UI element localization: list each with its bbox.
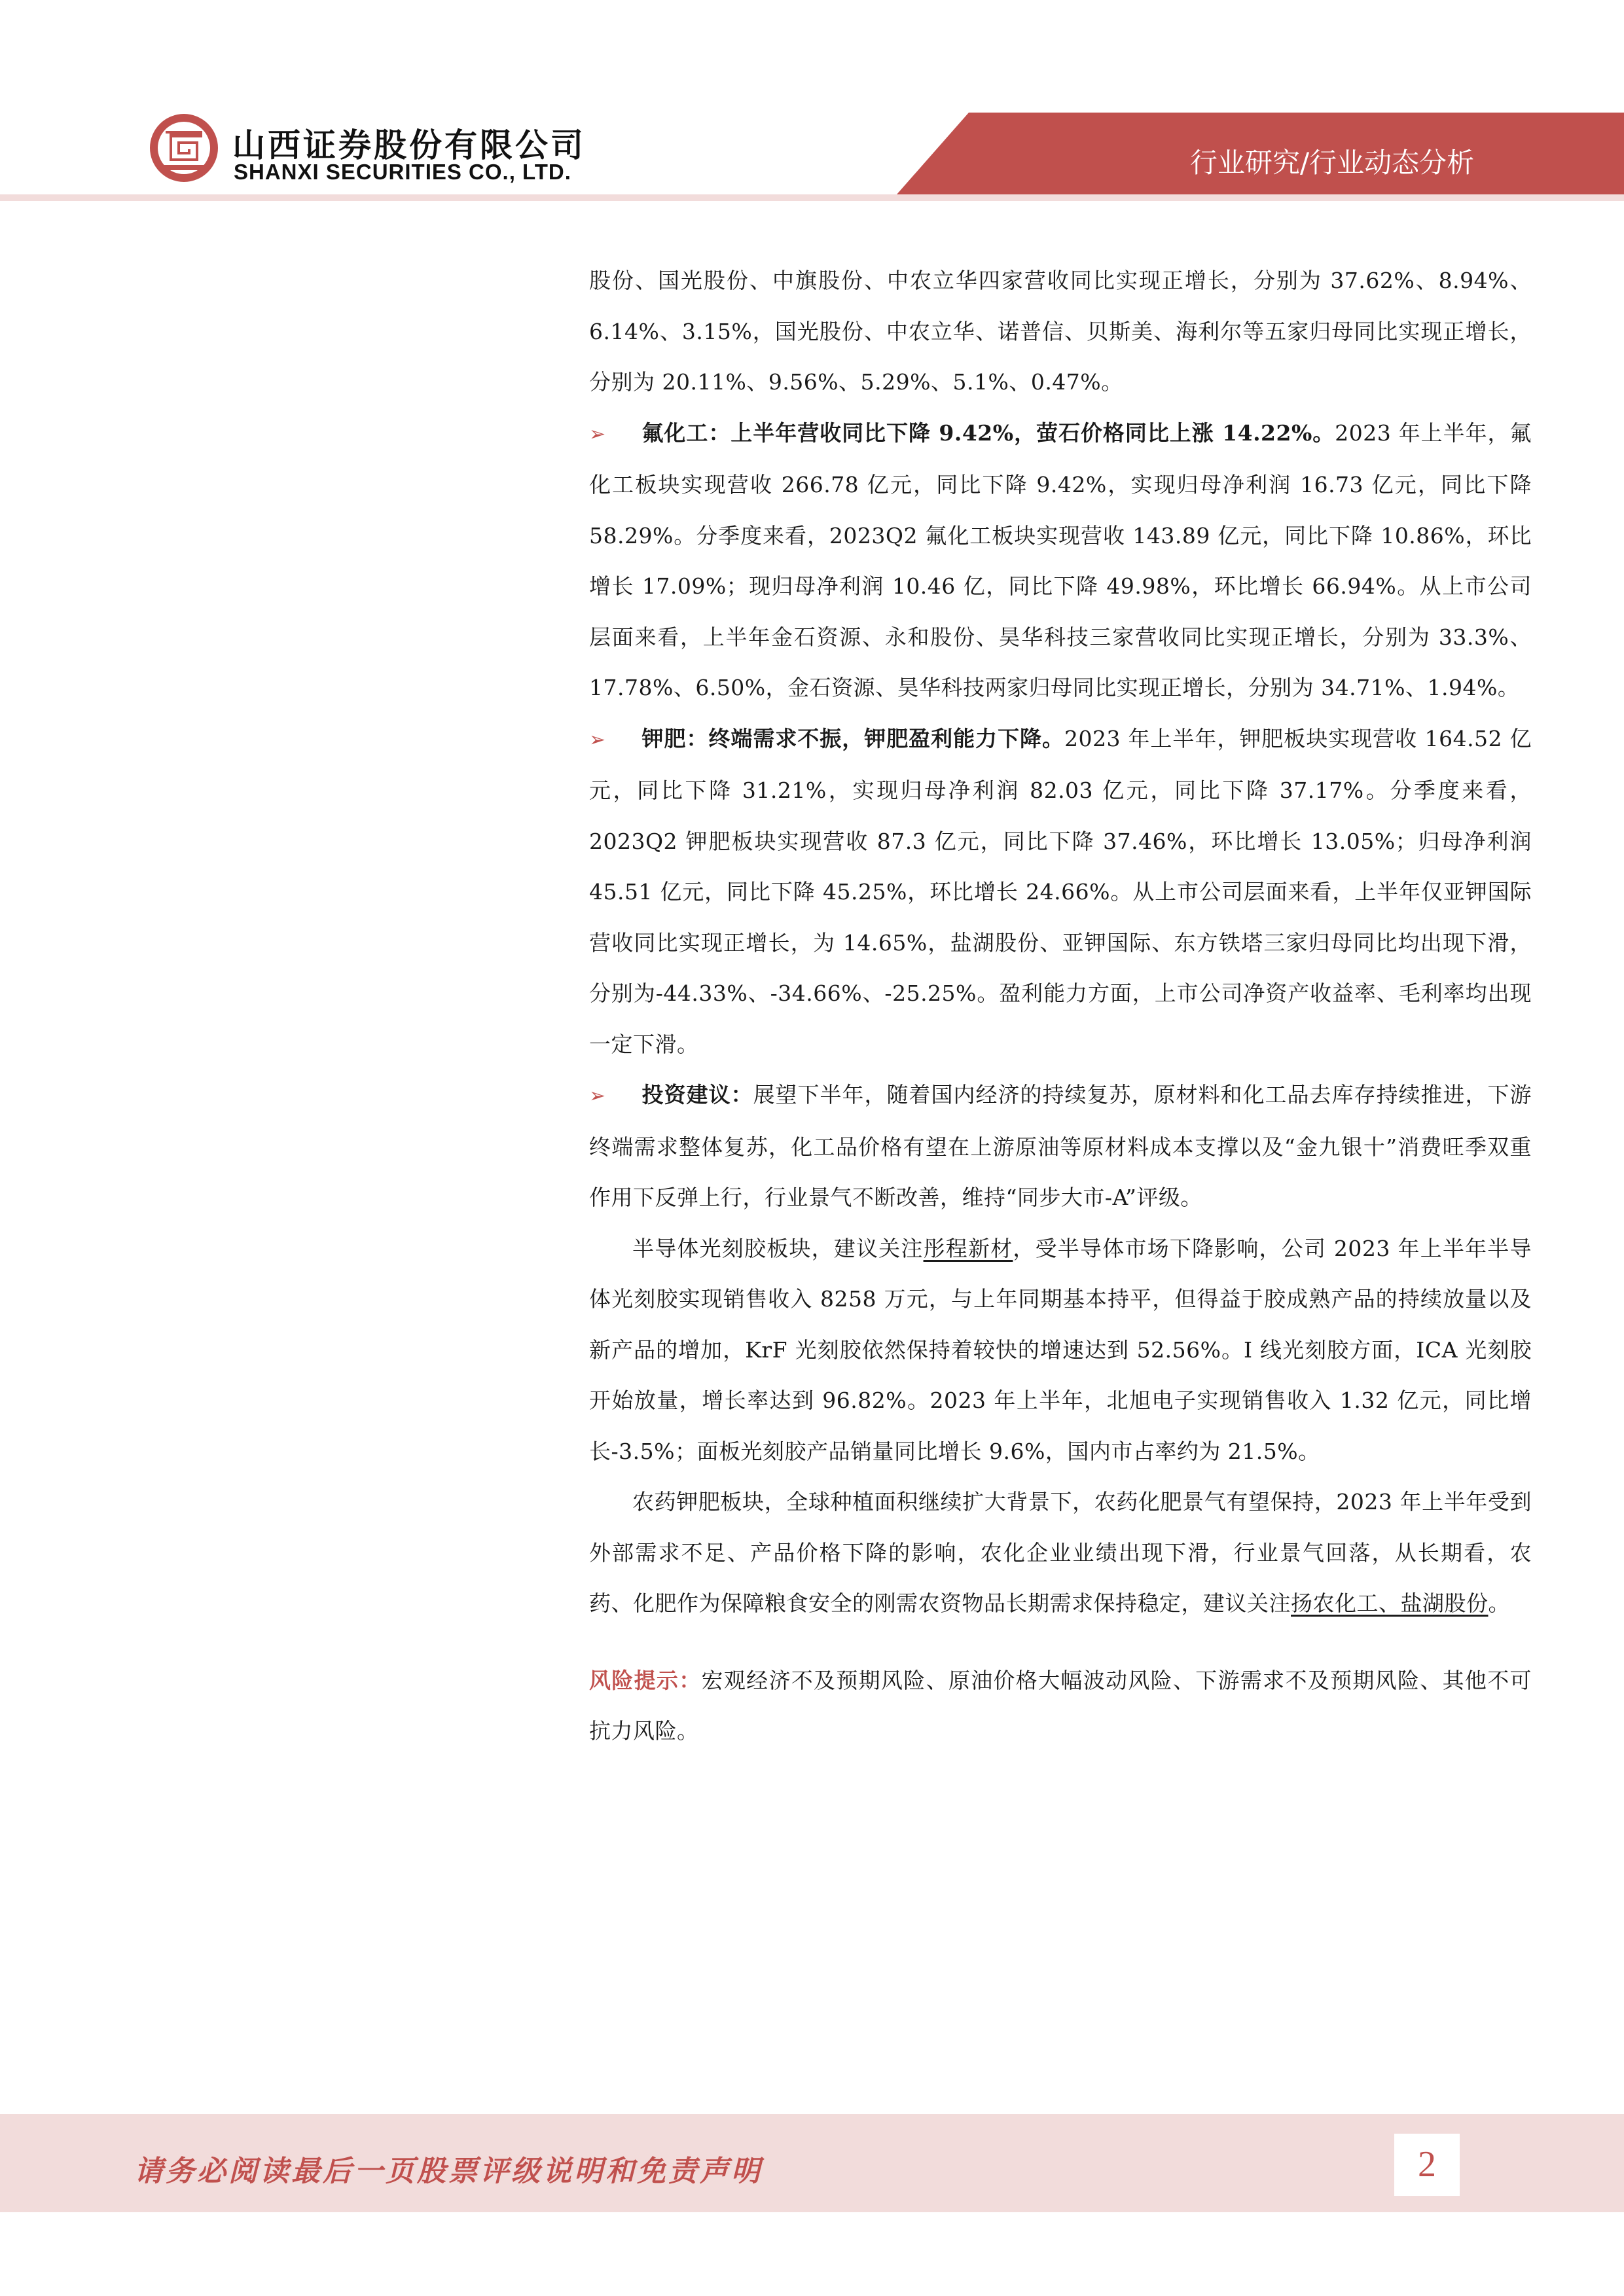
arrow-bullet-icon: ➢ (589, 728, 606, 751)
agro-text-end: 。 (1488, 1590, 1510, 1616)
risk-warning-text: 宏观经济不及预期风险、原油价格大幅波动风险、下游需求不及预期风险、其他不可抗力风险。 (589, 1667, 1532, 1744)
risk-warning-label: 风险提示： (589, 1667, 702, 1693)
report-category: 行业研究/行业动态分析 (1190, 147, 1475, 179)
fluorochemical-text: 2023 年上半年，氟化工板块实现营收 266.78 亿元，同比下降 9.42%，实现归母净利润 16.73 亿元，同比下降 58.29%。分季度来看，2023Q2 氟化工板块实现营收 143.89 亿元，同比下降 10.86%，环比增长 17.09%；现归母净利润 10.46 亿，同比下降 49.98%，环比增长 66.94%。从上市公司层面来看，上半年金石资源、永和股份、昊华科技三家营收同比实现正增长，分别为 33.3%、17.78%、6.50%，金石资源、昊华科技两家归母同比实现正增长，分别为 34.71%、1.94%。 (589, 420, 1532, 700)
fluorochemical-heading: 氟化工：上半年营收同比下降 9.42%，萤石价格同比上涨 14.22%。 (641, 420, 1335, 446)
paragraph-photoresist (589, 1223, 1532, 1477)
investment-advice-text: 展望下半年，随着国内经济的持续复苏，原材料和化工品去库存持续推进，下游终端需求整体复苏，化工品价格有望在上游原油等原材料成本支撑以及“金九银十”消费旺季双重作用下反弹上行，行业景气不断改善，维持“同步大市-A”评级。 (589, 1082, 1532, 1210)
spacer (589, 1629, 1532, 1655)
company-name-en: SHANXI SECURITIES CO., LTD. (234, 160, 571, 184)
investment-advice-heading: 投资建议： (641, 1082, 753, 1107)
risk-warning (589, 1655, 1532, 1757)
header-divider (0, 194, 1624, 201)
section-potash (589, 713, 1532, 1070)
shanxi-securities-logo-icon (147, 111, 221, 185)
section-fluorochemical (589, 408, 1532, 713)
page-header (0, 0, 1624, 216)
section-investment-advice (589, 1069, 1532, 1223)
paragraph-pesticide-continued: 股份、国光股份、中旗股份、中农立华四家营收同比实现正增长，分别为 37.62%、8.94%、6.14%、3.15%，国光股份、中农立华、诺普信、贝斯美、海利尔等五家归母同比实现正增长，分别为 20.11%、9.56%、5.29%、5.1%、0.47%。 (589, 268, 1532, 395)
photoresist-text-start: 半导体光刻胶板块，建议关注 (632, 1235, 924, 1261)
disclaimer-notice: 请务必阅读最后一页股票评级说明和免责声明 (134, 2155, 763, 2188)
potash-text: 2023 年上半年，钾肥板块实现营收 164.52 亿元，同比下降 31.21%，实现归母净利润 82.03 亿元，同比下降 37.17%。分季度来看，2023Q2 钾肥板块实现营收 87.3 亿元，同比下降 37.46%，环比增长 13.05%；归母净利润 45.51 亿元，同比下降 45.25%，环比增长 24.66%。从上市公司层面来看，上半年仅亚钾国际营收同比实现正增长，为 14.65%，盐湖股份、亚钾国际、东方铁塔三家归母同比均出现下滑，分别为-44.33%、-34.66%、-25.25%。盈利能力方面，上市公司净资产收益率、毛利率均出现一定下滑。 (589, 725, 1532, 1057)
paragraph-agro-potash (589, 1477, 1532, 1629)
agro-text-start: 农药钾肥板块，全球种植面积继续扩大背景下，农药化肥景气有望保持，2023 年上半年受到外部需求不足、产品价格下降的影响，农化企业业绩出现下滑，行业景气回落，从长期看，农药、化肥作为保障粮食安全的刚需农资物品长期需求保持稳定，建议关注 (589, 1489, 1532, 1616)
stock-link-yangnong-yanhu[interactable]: 扬农化工、盐湖股份 (1291, 1590, 1489, 1616)
page-footer (0, 2114, 1624, 2212)
report-body (589, 255, 1532, 1757)
page-number: 2 (1394, 2134, 1460, 2196)
arrow-bullet-icon: ➢ (589, 1085, 606, 1107)
company-name-cn: 山西证券股份有限公司 (232, 126, 586, 164)
photoresist-text-end: ，受半导体市场下降影响，公司 2023 年上半年半导体光刻胶实现销售收入 8258 万元，与上年同期基本持平，但得益于胶成熟产品的持续放量以及新产品的增加，KrF 光刻胶依然保持着较快的增速达到 52.56%。I 线光刻胶方面，ICA 光刻胶开始放量，增长率达到 96.82%。2023 年上半年，北旭电子实现销售收入 1.32 亿元，同比增长-3.5%；面板光刻胶产品销量同比增长 9.6%，国内市占率约为 21.5%。 (589, 1235, 1532, 1464)
arrow-bullet-icon: ➢ (589, 422, 606, 446)
stock-link-tongcheng[interactable]: 彤程新材 (923, 1235, 1013, 1261)
potash-heading: 钾肥：终端需求不振，钾肥盈利能力下降。 (641, 725, 1064, 751)
